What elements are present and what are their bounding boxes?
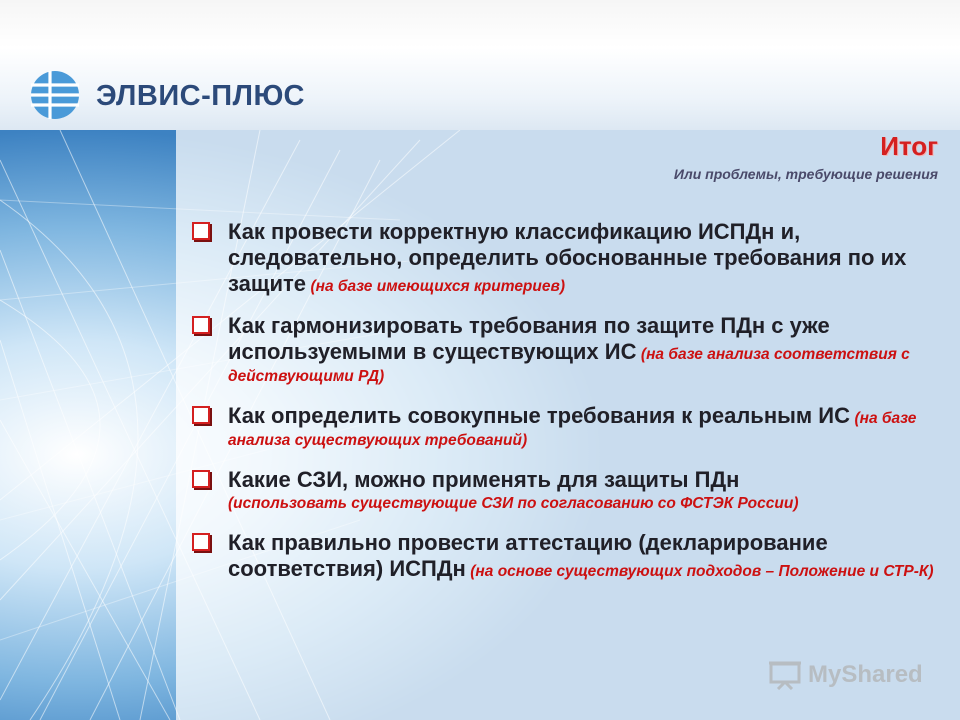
- item-text: Какие СЗИ, можно применять для защиты ПДн: [228, 467, 740, 492]
- checkbox-bullet-icon: [192, 470, 210, 488]
- checkbox-bullet-icon: [192, 533, 210, 551]
- slide-subtitle: Или проблемы, требующие решения: [673, 166, 938, 182]
- list-item: [190, 219, 946, 298]
- list-item: [190, 530, 946, 583]
- item-text: Как провести корректную классификацию ИСПДн и, следовательно, определить обоснованные требования по их защите: [228, 219, 907, 296]
- item-text: Как гармонизировать требования по защите ПДн с уже используемыми в существующих ИС: [228, 313, 830, 364]
- item-note: (использовать существующие СЗИ по согласованию со ФСТЭК России): [228, 495, 799, 512]
- slide-title: Итог: [880, 131, 938, 161]
- watermark-text: MyShared: [808, 661, 923, 688]
- item-note: (на базе анализа существующих требований): [228, 410, 917, 449]
- brand-name: ЭЛВИС-ПЛЮС: [96, 80, 305, 112]
- list-item: [190, 467, 946, 515]
- checkbox-bullet-icon: [192, 316, 210, 334]
- item-note: (на базе имеющихся критериев): [310, 278, 566, 295]
- item-note: (на базе анализа соответствия с действующими РД): [228, 346, 910, 385]
- list-item: [190, 313, 946, 388]
- item-text: Как определить совокупные требования к реальным ИС: [228, 403, 850, 428]
- item-note: (на основе существующих подходов – Положение и СТР-К): [470, 563, 934, 580]
- item-text: Как правильно провести аттестацию (декларирование соответствия) ИСПДн: [228, 530, 828, 581]
- list-item: [190, 403, 946, 452]
- checkbox-bullet-icon: [192, 222, 210, 240]
- globe-lines-icon: [28, 68, 82, 122]
- problem-list: [190, 219, 946, 598]
- presentation-board-icon: [768, 660, 802, 690]
- checkbox-bullet-icon: [192, 406, 210, 424]
- watermark: [768, 658, 923, 692]
- top-strip: [0, 0, 960, 50]
